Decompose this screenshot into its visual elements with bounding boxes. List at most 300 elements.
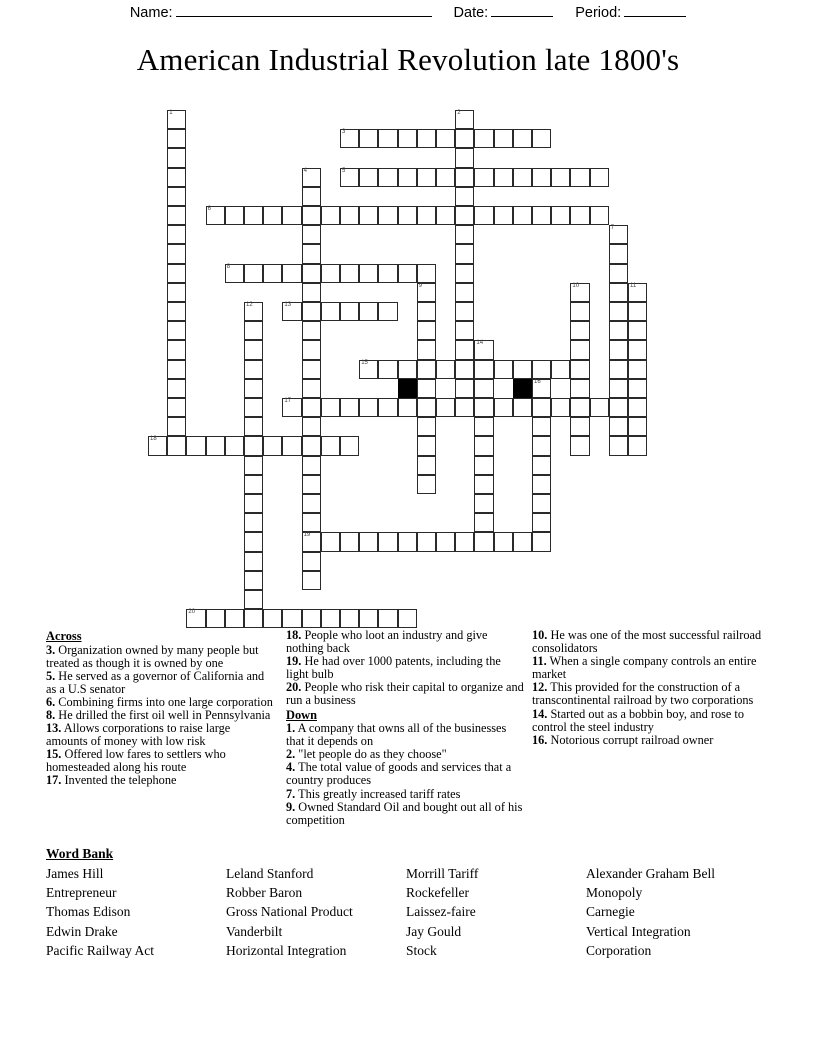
grid-cell[interactable]: [282, 609, 301, 628]
grid-cell[interactable]: [167, 148, 186, 167]
clue-number: 14.: [532, 706, 548, 721]
grid-cell[interactable]: [244, 436, 263, 455]
grid-cell[interactable]: [532, 532, 551, 551]
grid-cell[interactable]: [494, 129, 513, 148]
grid-cell[interactable]: [340, 264, 359, 283]
grid-cell[interactable]: [474, 379, 493, 398]
grid-cell[interactable]: [455, 264, 474, 283]
grid-cell[interactable]: [417, 302, 436, 321]
grid-cell[interactable]: [609, 321, 628, 340]
grid-cell[interactable]: [359, 360, 378, 379]
grid-cell[interactable]: [186, 436, 205, 455]
grid-cell[interactable]: [455, 168, 474, 187]
grid-cell[interactable]: [302, 532, 321, 551]
grid-cell[interactable]: [244, 456, 263, 475]
grid-cell[interactable]: [474, 456, 493, 475]
grid-cell[interactable]: [570, 321, 589, 340]
grid-cell[interactable]: [167, 417, 186, 436]
grid-cell[interactable]: [455, 379, 474, 398]
grid-cell[interactable]: [359, 532, 378, 551]
grid-cell[interactable]: [302, 340, 321, 359]
grid-cell-number: 12: [246, 302, 253, 308]
clue-number: 13.: [46, 721, 62, 736]
grid-cell[interactable]: [378, 129, 397, 148]
grid-cell-number: 14: [476, 340, 484, 347]
grid-cell[interactable]: [474, 129, 493, 148]
clue-number: 11.: [532, 654, 547, 669]
grid-cell[interactable]: [455, 398, 474, 417]
clue-down-16: 16. Notorious corrupt railroad owner: [532, 732, 714, 747]
grid-cell[interactable]: [455, 321, 474, 340]
grid-cell[interactable]: [570, 398, 589, 417]
grid-cell[interactable]: [302, 379, 321, 398]
grid-cell[interactable]: [321, 398, 340, 417]
grid-cell[interactable]: [628, 321, 647, 340]
grid-cell[interactable]: [340, 609, 359, 628]
clues-section: [46, 629, 774, 829]
grid-cell[interactable]: [321, 609, 340, 628]
grid-cell[interactable]: [474, 360, 493, 379]
clue-number: 1.: [286, 721, 296, 736]
grid-cell[interactable]: [570, 417, 589, 436]
grid-cell[interactable]: [359, 129, 378, 148]
clue-number: 12.: [532, 680, 548, 695]
grid-cell[interactable]: [321, 532, 340, 551]
grid-cell[interactable]: [263, 436, 282, 455]
word-bank-item: Morrill Tariff: [406, 866, 479, 881]
grid-cell[interactable]: [244, 475, 263, 494]
grid-cell[interactable]: [609, 244, 628, 263]
grid-cell[interactable]: [455, 360, 474, 379]
clue-column-3: [532, 629, 774, 747]
grid-cell-number: 11: [630, 282, 637, 289]
grid-cell[interactable]: [359, 302, 378, 321]
grid-cell[interactable]: [378, 168, 397, 187]
grid-cell[interactable]: [263, 609, 282, 628]
grid-cell[interactable]: [417, 129, 436, 148]
grid-cell[interactable]: [302, 456, 321, 475]
grid-cell[interactable]: [398, 129, 417, 148]
grid-cell[interactable]: [551, 398, 570, 417]
grid-cell[interactable]: [398, 206, 417, 225]
grid-cell[interactable]: [167, 436, 186, 455]
clue-number: 20.: [286, 680, 302, 695]
grid-cell[interactable]: [532, 475, 551, 494]
word-bank-item: Monopoly: [586, 885, 643, 901]
grid-cell[interactable]: [570, 168, 589, 187]
grid-cell[interactable]: [494, 206, 513, 225]
grid-cell[interactable]: [167, 379, 186, 398]
grid-cell[interactable]: [282, 436, 301, 455]
grid-cell[interactable]: [398, 609, 417, 628]
grid-cell[interactable]: [532, 398, 551, 417]
grid-cell[interactable]: [302, 187, 321, 206]
grid-cell[interactable]: [417, 283, 436, 302]
grid-cell[interactable]: [436, 168, 455, 187]
grid-cell[interactable]: [628, 340, 647, 359]
grid-cell[interactable]: [302, 360, 321, 379]
grid-cell[interactable]: [532, 417, 551, 436]
grid-cell-number: 20: [188, 609, 196, 616]
grid-cell[interactable]: [628, 379, 647, 398]
grid-cell[interactable]: [302, 398, 321, 417]
grid-cell[interactable]: [494, 168, 513, 187]
grid-cell[interactable]: [167, 129, 186, 148]
grid-cell[interactable]: [455, 129, 474, 148]
grid-cell[interactable]: [417, 206, 436, 225]
grid-cell[interactable]: [494, 398, 513, 417]
grid-cell-number: 13: [284, 302, 292, 308]
grid-cell[interactable]: [474, 532, 493, 551]
grid-cell[interactable]: [263, 264, 282, 283]
grid-cell[interactable]: [378, 609, 397, 628]
clue-down-2: 2. "let people do as they choose": [286, 747, 447, 762]
grid-cell[interactable]: [474, 340, 493, 359]
word-bank-item: James Hill: [46, 866, 104, 881]
grid-cell[interactable]: [609, 264, 628, 283]
grid-cell[interactable]: [302, 494, 321, 513]
grid-cell[interactable]: [321, 302, 340, 321]
grid-cell[interactable]: [167, 264, 186, 283]
grid-cell[interactable]: [244, 360, 263, 379]
grid-cell-number: 18: [150, 436, 157, 443]
grid-cell[interactable]: [551, 206, 570, 225]
grid-cell[interactable]: [417, 168, 436, 187]
grid-cell-number: 19: [303, 532, 311, 539]
grid-cell[interactable]: [340, 129, 359, 148]
grid-cell[interactable]: [244, 513, 263, 532]
grid-cell[interactable]: [167, 283, 186, 302]
grid-cell[interactable]: [244, 590, 263, 609]
grid-cell[interactable]: [167, 398, 186, 417]
grid-cell[interactable]: [436, 206, 455, 225]
grid-cell-number: 15: [361, 359, 368, 366]
grid-cell[interactable]: [302, 609, 321, 628]
grid-cell[interactable]: [206, 206, 225, 225]
grid-cell[interactable]: [513, 206, 532, 225]
grid-cell[interactable]: [417, 475, 436, 494]
grid-cell[interactable]: [609, 417, 628, 436]
grid-cell[interactable]: [436, 360, 455, 379]
grid-cell[interactable]: [417, 379, 436, 398]
grid-cell[interactable]: [302, 264, 321, 283]
grid-cell[interactable]: [570, 360, 589, 379]
grid-cell[interactable]: [532, 513, 551, 532]
grid-cell-number: 3: [342, 129, 346, 136]
grid-cell[interactable]: [455, 532, 474, 551]
grid-cell[interactable]: [244, 379, 263, 398]
grid-cell[interactable]: [167, 302, 186, 321]
word-bank-item: Pacific Railway Act: [46, 942, 154, 958]
grid-cell[interactable]: [590, 168, 609, 187]
grid-cell[interactable]: [225, 206, 244, 225]
grid-cell-number: 4: [303, 167, 307, 174]
grid-cell[interactable]: [532, 436, 551, 455]
grid-cell[interactable]: [551, 360, 570, 379]
grid-cell[interactable]: [417, 321, 436, 340]
grid-cell[interactable]: [513, 129, 532, 148]
grid-cell[interactable]: [570, 340, 589, 359]
grid-cell[interactable]: [340, 398, 359, 417]
grid-cell[interactable]: [417, 398, 436, 417]
grid-cell[interactable]: [302, 302, 321, 321]
grid-cell[interactable]: [455, 187, 474, 206]
word-bank-item: Robber Baron: [226, 885, 303, 901]
grid-cell[interactable]: [570, 379, 589, 398]
grid-cell[interactable]: [436, 532, 455, 551]
grid-cell[interactable]: [513, 360, 532, 379]
grid-cell[interactable]: [590, 398, 609, 417]
grid-cell[interactable]: [244, 609, 263, 628]
grid-cell[interactable]: [225, 609, 244, 628]
grid-cell[interactable]: [609, 398, 628, 417]
clue-number: 10.: [532, 628, 548, 642]
grid-cell-number: 17: [284, 398, 292, 404]
grid-cell[interactable]: [455, 206, 474, 225]
grid-cell[interactable]: [167, 321, 186, 340]
grid-cell[interactable]: [436, 398, 455, 417]
grid-cell[interactable]: [302, 206, 321, 225]
grid-cell-number: 10: [572, 282, 580, 289]
grid-cell[interactable]: [570, 302, 589, 321]
clue-down-7: 7. This greatly increased tariff rates: [286, 786, 461, 801]
grid-cell-number: 8: [226, 263, 231, 270]
grid-cell[interactable]: [474, 206, 493, 225]
clue-down-12: 12. This provided for the construction of a transcontinental railroad by two corporations: [532, 680, 754, 708]
clue-number: 5.: [46, 668, 56, 683]
grid-cell[interactable]: [609, 302, 628, 321]
grid-cell[interactable]: [378, 398, 397, 417]
grid-cell[interactable]: [455, 110, 474, 129]
grid-cell-number: 16: [534, 378, 541, 385]
grid-cell[interactable]: [417, 456, 436, 475]
word-bank-item: Carnegie: [586, 904, 635, 920]
grid-cell[interactable]: [340, 436, 359, 455]
grid-cell[interactable]: [340, 206, 359, 225]
grid-cell[interactable]: [282, 264, 301, 283]
word-bank-item: Gross National Product: [226, 904, 353, 920]
grid-cell[interactable]: [225, 436, 244, 455]
clue-across-6: 6. Combining firms into one large corporation: [46, 694, 273, 709]
grid-cell[interactable]: [474, 494, 493, 513]
grid-cell[interactable]: [628, 283, 647, 302]
grid-cell[interactable]: [302, 436, 321, 455]
clue-number: 7.: [286, 786, 296, 801]
date-label: Date:: [453, 5, 489, 21]
grid-cell[interactable]: [378, 532, 397, 551]
grid-cell[interactable]: [244, 340, 263, 359]
grid-cell[interactable]: [244, 302, 263, 321]
grid-cell[interactable]: [609, 283, 628, 302]
grid-cell[interactable]: [628, 417, 647, 436]
grid-cell[interactable]: [244, 206, 263, 225]
grid-cell[interactable]: [494, 360, 513, 379]
grid-cell[interactable]: [321, 206, 340, 225]
grid-cell[interactable]: [302, 475, 321, 494]
clue-down-10: 10. He was one of the most successful railroad consolidators: [532, 628, 762, 656]
grid-cell[interactable]: [148, 436, 167, 455]
grid-cell[interactable]: [398, 532, 417, 551]
grid-cell[interactable]: [167, 187, 186, 206]
grid-cell[interactable]: [321, 436, 340, 455]
grid-cell[interactable]: [417, 436, 436, 455]
grid-cell[interactable]: [474, 417, 493, 436]
grid-cell[interactable]: [244, 532, 263, 551]
word-bank-item: Entrepreneur: [46, 885, 117, 901]
grid-cell[interactable]: [378, 360, 397, 379]
grid-cell[interactable]: [167, 244, 186, 263]
grid-cell[interactable]: [474, 513, 493, 532]
grid-cell[interactable]: [359, 168, 378, 187]
grid-cell[interactable]: [378, 264, 397, 283]
clue-column-1: [46, 629, 274, 788]
grid-cell[interactable]: [455, 283, 474, 302]
grid-cell[interactable]: [398, 168, 417, 187]
clue-down-9: 9. Owned Standard Oil and bought out all of his competition: [286, 799, 523, 827]
word-bank-item: Vertical Integration: [586, 923, 691, 939]
grid-cell[interactable]: [609, 360, 628, 379]
grid-cell[interactable]: [628, 436, 647, 455]
grid-cell[interactable]: [474, 475, 493, 494]
grid-cell[interactable]: [302, 571, 321, 590]
grid-cell[interactable]: [186, 609, 205, 628]
grid-cell[interactable]: [302, 552, 321, 571]
word-bank-item: Laissez-faire: [406, 904, 476, 920]
grid-cell[interactable]: [417, 532, 436, 551]
grid-cell[interactable]: [340, 532, 359, 551]
grid-cell[interactable]: [302, 225, 321, 244]
grid-cell[interactable]: [302, 283, 321, 302]
grid-cell[interactable]: [609, 225, 628, 244]
grid-cell[interactable]: [167, 340, 186, 359]
grid-cell[interactable]: [628, 398, 647, 417]
grid-cell[interactable]: [532, 494, 551, 513]
grid-cell[interactable]: [359, 206, 378, 225]
grid-cell[interactable]: [244, 321, 263, 340]
grid-cell[interactable]: [302, 244, 321, 263]
grid-cell[interactable]: [206, 609, 225, 628]
grid-cell[interactable]: [340, 168, 359, 187]
clue-number: 16.: [532, 732, 548, 747]
grid-cell[interactable]: [417, 264, 436, 283]
grid-cell[interactable]: [609, 379, 628, 398]
grid-cell[interactable]: [417, 417, 436, 436]
grid-cell[interactable]: [398, 264, 417, 283]
grid-cell[interactable]: [532, 379, 551, 398]
grid-cell[interactable]: [244, 398, 263, 417]
grid-cell[interactable]: [455, 244, 474, 263]
grid-cell[interactable]: [359, 609, 378, 628]
grid-cell[interactable]: [282, 206, 301, 225]
grid-cell[interactable]: [225, 264, 244, 283]
grid-cell[interactable]: [167, 225, 186, 244]
grid-cell[interactable]: [302, 168, 321, 187]
grid-cell[interactable]: [513, 168, 532, 187]
grid-cell[interactable]: [244, 552, 263, 571]
grid-cell[interactable]: [474, 436, 493, 455]
clue-across-17: 17. Invented the telephone: [46, 773, 177, 788]
grid-cell[interactable]: [609, 436, 628, 455]
grid-cell[interactable]: [532, 168, 551, 187]
grid-cell[interactable]: [282, 398, 301, 417]
grid-cell[interactable]: [570, 436, 589, 455]
grid-cell[interactable]: [455, 340, 474, 359]
grid-cell[interactable]: [244, 417, 263, 436]
grid-cell[interactable]: [302, 321, 321, 340]
grid-cell[interactable]: [340, 302, 359, 321]
grid-cell[interactable]: [359, 398, 378, 417]
grid-cell[interactable]: [302, 513, 321, 532]
word-bank-item: Alexander Graham Bell: [586, 866, 715, 881]
grid-cell[interactable]: [167, 360, 186, 379]
grid-cell[interactable]: [244, 264, 263, 283]
grid-cell[interactable]: [321, 264, 340, 283]
grid-cell[interactable]: [378, 206, 397, 225]
grid-cell[interactable]: [455, 148, 474, 167]
clue-across-20: 20. People who risk their capital to organize and run a business: [286, 680, 524, 708]
grid-cell[interactable]: [282, 302, 301, 321]
grid-cell[interactable]: [417, 340, 436, 359]
clue-across-15: 15. Offered low fares to settlers who homesteaded along his route: [46, 747, 226, 775]
clue-number: 2.: [286, 747, 296, 762]
grid-cell[interactable]: [263, 206, 282, 225]
grid-cell-number: 5: [342, 167, 346, 174]
clue-across-18: 18. People who loot an industry and give nothing back: [286, 628, 488, 656]
grid-cell[interactable]: [628, 302, 647, 321]
grid-cell[interactable]: [494, 532, 513, 551]
grid-cell[interactable]: [570, 283, 589, 302]
clue-number: 9.: [286, 799, 296, 814]
grid-cell[interactable]: [628, 360, 647, 379]
grid-cell[interactable]: [532, 456, 551, 475]
grid-cell[interactable]: [455, 225, 474, 244]
grid-cell[interactable]: [302, 417, 321, 436]
grid-cell[interactable]: [378, 302, 397, 321]
grid-cell[interactable]: [474, 398, 493, 417]
grid-cell[interactable]: [206, 436, 225, 455]
grid-cell[interactable]: [513, 398, 532, 417]
word-bank-item: Vanderbilt: [226, 923, 283, 939]
clue-across-8: 8. He drilled the first oil well in Pennsylvania: [46, 707, 271, 722]
grid-cell[interactable]: [532, 206, 551, 225]
clue-number: 4.: [286, 760, 296, 775]
clue-number: 17.: [46, 773, 62, 788]
grid-cell[interactable]: [167, 110, 186, 129]
grid-cell[interactable]: [570, 206, 589, 225]
grid-cell[interactable]: [455, 302, 474, 321]
grid-cell[interactable]: [398, 360, 417, 379]
grid-cell[interactable]: [398, 398, 417, 417]
grid-cell[interactable]: [532, 360, 551, 379]
grid-cell[interactable]: [436, 129, 455, 148]
grid-cell[interactable]: [551, 168, 570, 187]
grid-cell[interactable]: [609, 340, 628, 359]
grid-cell[interactable]: [359, 264, 378, 283]
grid-cell[interactable]: [532, 129, 551, 148]
grid-cell[interactable]: [474, 168, 493, 187]
grid-cell[interactable]: [590, 206, 609, 225]
grid-cell[interactable]: [167, 168, 186, 187]
grid-cell[interactable]: [244, 494, 263, 513]
grid-cell[interactable]: [417, 360, 436, 379]
word-bank-item: Rockefeller: [406, 885, 469, 901]
grid-block-cell: [398, 379, 417, 398]
grid-cell[interactable]: [167, 206, 186, 225]
period-label: Period:: [575, 5, 622, 21]
grid-cell[interactable]: [244, 571, 263, 590]
grid-cell[interactable]: [513, 532, 532, 551]
word-bank-item: Corporation: [586, 942, 652, 958]
